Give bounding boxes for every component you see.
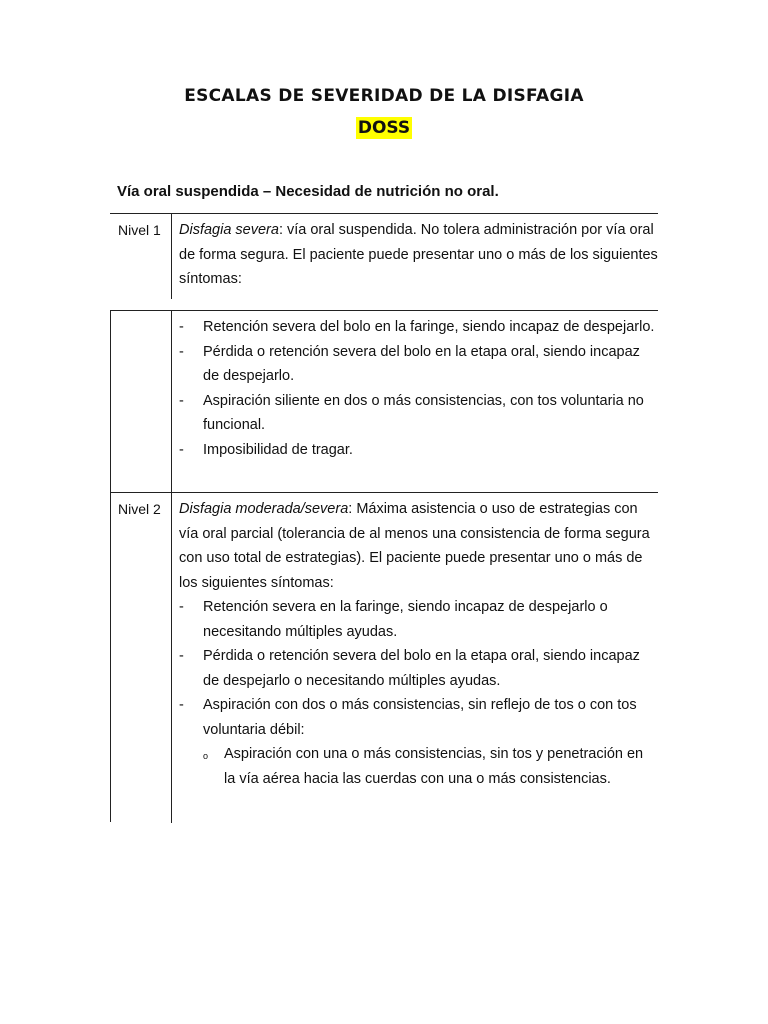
level-label: Nivel 2 [118, 501, 161, 517]
table-row-nivel1 [110, 213, 658, 299]
document-subtitle-highlighted: DOSS [357, 118, 411, 138]
section-heading: Vía oral suspendida – Necesidad de nutrición no oral. [117, 183, 499, 200]
level-description [179, 218, 658, 292]
column-divider [171, 493, 172, 823]
column-divider [171, 214, 172, 299]
level-label: Nivel 1 [118, 222, 161, 238]
table-row-nivel2 [110, 492, 658, 823]
column-divider [171, 311, 172, 493]
symptom-list [179, 315, 658, 462]
list-item: - Pérdida o retención severa del bolo en la etapa oral, siendo incapaz de despejarlo o necesitando múltiples ayudas. [179, 644, 658, 693]
level-text: : Máxima asistencia o uso de estrategias con vía oral parcial (tolerancia de al menos una consistencia de forma segura con uso total de estrategias). El paciente puede presentar uno o más de los siguientes síntomas: [179, 501, 650, 591]
list-item: - Imposibilidad de tragar. [179, 438, 658, 463]
subtitle-wrap [0, 117, 768, 139]
level-description [179, 497, 658, 791]
list-item: - Pérdida o retención severa del bolo en la etapa oral, siendo incapaz de despejarlo. [179, 340, 658, 389]
symptom-sublist [179, 742, 658, 791]
table-left-border [110, 310, 111, 492]
list-subitem: o Aspiración con una o más consistencias, sin tos y penetración en la vía aérea hacia las cuerdas con una o más consistencias. [179, 742, 658, 791]
document-title: ESCALAS DE SEVERIDAD DE LA DISFAGIA [184, 86, 584, 106]
level-term: Disfagia moderada/severa [179, 501, 349, 517]
level-text: : vía oral suspendida. No tolera administración por vía oral de forma segura. El paciente puede presentar uno o más de los siguientes síntomas: [179, 222, 658, 287]
list-item: - Retención severa en la faringe, siendo incapaz de despejarlo o necesitando múltiples ayudas. [179, 595, 658, 644]
list-item: - Retención severa del bolo en la faringe, siendo incapaz de despejarlo. [179, 315, 658, 340]
symptom-list-wrap [179, 315, 658, 462]
list-item: - Aspiración siliente en dos o más consistencias, con tos voluntaria no funcional. [179, 389, 658, 438]
level-term: Disfagia severa [179, 222, 279, 238]
symptom-list [179, 595, 658, 742]
list-item: - Aspiración con dos o más consistencias, sin reflejo de tos o con tos voluntaria débil: [179, 693, 658, 742]
table-row-nivel1-symptoms [110, 310, 658, 493]
table-left-border [110, 492, 111, 822]
